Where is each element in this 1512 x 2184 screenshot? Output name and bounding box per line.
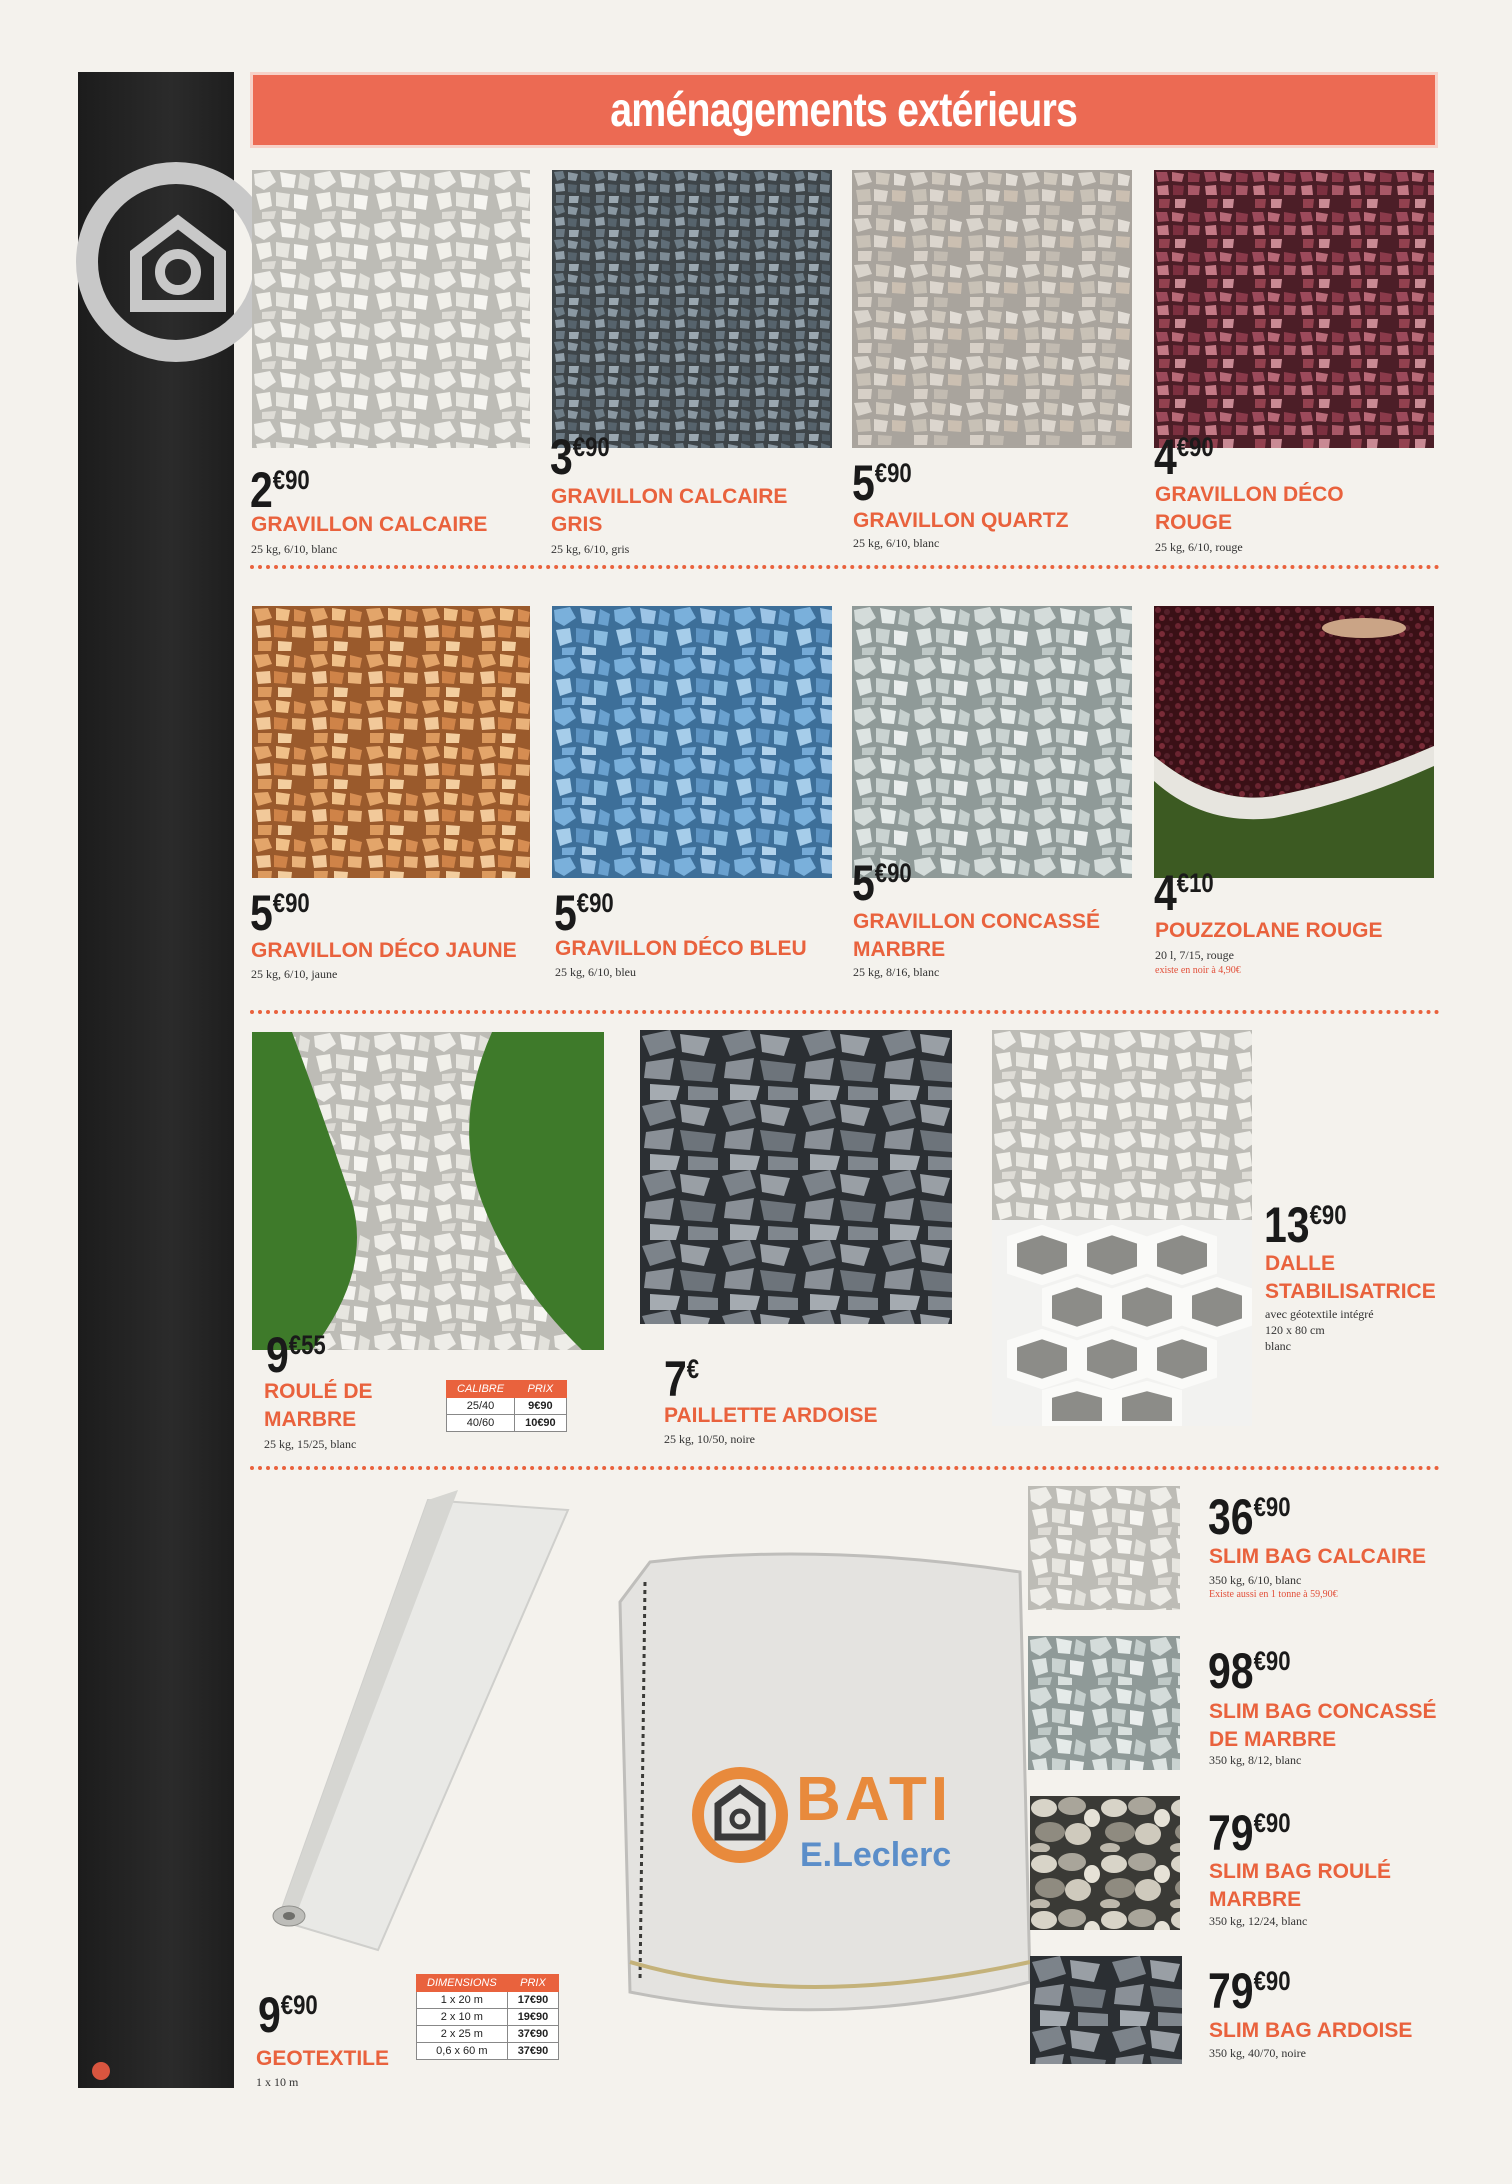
product-name: GRAVILLON DÉCO JAUNE (251, 939, 517, 962)
price-slim-bag-roule: 79€90 (1208, 1805, 1291, 1861)
product-desc: avec géotextile intégré (1265, 1307, 1374, 1321)
product-note: Existe aussi en 1 tonne à 59,90€ (1209, 1589, 1338, 1600)
product-name: GRAVILLON CALCAIRE GRIS (551, 485, 788, 536)
price-slim-bag-calcaire: 36€90 (1208, 1489, 1291, 1545)
divider (250, 565, 1440, 569)
product-name: SLIM BAG CONCASSÉ DE MARBRE (1209, 1700, 1437, 1751)
slim-bag-concasse-photo (1028, 1636, 1180, 1770)
product-desc: 25 kg, 6/10, bleu (555, 965, 636, 979)
product-desc: 25 kg, 6/10, blanc (251, 542, 338, 556)
product-photo-gravillon-deco-rouge (1154, 170, 1434, 448)
product-name: SLIM BAG ROULÉ MARBRE (1209, 1860, 1391, 1911)
bag-brand: BATI (796, 1765, 953, 1834)
table-row (417, 1992, 559, 2009)
price-gravillon-quartz: 5€90 (852, 455, 912, 511)
product-photo-pouzzolane-rouge (1154, 606, 1434, 878)
product-name: GRAVILLON QUARTZ (853, 509, 1069, 532)
table-cell: 37€90 (507, 2043, 559, 2060)
table-row (447, 1415, 567, 1432)
price-dalle-stabilisatrice: 13€90 (1264, 1197, 1347, 1253)
section-banner (250, 72, 1438, 148)
product-desc: 20 l, 7/15, rouge (1155, 948, 1234, 962)
table-header: DIMENSIONS (417, 1975, 508, 1992)
table-cell: 19€90 (507, 2009, 559, 2026)
slim-bag-ardoise-photo (1030, 1956, 1182, 2064)
product-name: SLIM BAG CALCAIRE (1209, 1545, 1426, 1568)
table-header: PRIX (515, 1381, 567, 1398)
product-name: GRAVILLON DÉCO BLEU (555, 937, 807, 960)
price-gravillon-calcaire: 2€90 (250, 462, 310, 518)
product-desc: 25 kg, 6/10, blanc (853, 536, 940, 550)
table-row (447, 1398, 567, 1415)
product-desc: 1 x 10 m (256, 2075, 299, 2089)
product-desc: 25 kg, 6/10, jaune (251, 967, 338, 981)
product-desc: 25 kg, 6/10, gris (551, 542, 630, 556)
product-name: POUZZOLANE ROUGE (1155, 919, 1383, 942)
table-cell: 10€90 (515, 1415, 567, 1432)
price-gravillon-deco-jaune: 5€90 (250, 885, 310, 941)
product-name: GRAVILLON CONCASSÉ MARBRE (853, 910, 1100, 961)
table-cell: 25/40 (447, 1398, 515, 1415)
product-photo-paillette-ardoise (640, 1030, 952, 1324)
price-pouzzolane-rouge: 4€10 (1154, 865, 1214, 921)
table-header: CALIBRE (447, 1381, 515, 1398)
product-name: GEOTEXTILE (256, 2047, 390, 2070)
price-gravillon-concasse-marbre: 5€90 (852, 855, 912, 911)
table-row (417, 2009, 559, 2026)
table-cell: 9€90 (515, 1398, 567, 1415)
product-note: existe en noir à 4,90€ (1155, 965, 1241, 976)
house-logo-icon (76, 162, 276, 362)
product-name: GRAVILLON DÉCO ROUGE (1155, 483, 1344, 534)
product-desc: 25 kg, 8/16, blanc (853, 965, 940, 979)
product-name: DALLE STABILISATRICE (1265, 1252, 1436, 1303)
product-name: SLIM BAG ARDOISE (1209, 2019, 1413, 2042)
product-desc: 25 kg, 6/10, rouge (1155, 540, 1243, 554)
table-cell: 2 x 25 m (417, 2026, 508, 2043)
product-desc: 120 x 80 cm (1265, 1323, 1325, 1337)
product-photo-dalle-stabilisatrice (992, 1030, 1252, 1426)
table-row (417, 2043, 559, 2060)
table-cell: 0,6 x 60 m (417, 2043, 508, 2060)
table-cell: 17€90 (507, 1992, 559, 2009)
divider (250, 1010, 1440, 1014)
table-header: PRIX (507, 1975, 559, 1992)
sidebar-stripe (78, 72, 234, 2088)
product-photo-gravillon-deco-jaune (252, 606, 530, 878)
product-photo-gravillon-quartz (852, 170, 1132, 448)
table-cell: 40/60 (447, 1415, 515, 1432)
price-geotextile: 9€90 (258, 1987, 318, 2043)
price-roule-de-marbre: 9€55 (266, 1327, 326, 1383)
bag-brand-sub: E.Leclerc (800, 1836, 952, 1874)
banner-title: aménagements extérieurs (610, 83, 1078, 137)
product-desc: 25 kg, 15/25, blanc (264, 1437, 357, 1451)
product-name: ROULÉ DE MARBRE (264, 1380, 373, 1431)
product-desc: 350 kg, 8/12, blanc (1209, 1753, 1302, 1767)
table-cell: 1 x 20 m (417, 1992, 508, 2009)
product-photo-gravillon-calcaire (252, 170, 530, 448)
product-photo-gravillon-calcaire-gris (552, 170, 832, 448)
price-gravillon-deco-rouge: 4€90 (1154, 429, 1214, 485)
product-photo-gravillon-concasse-marbre (852, 606, 1132, 878)
bati-logo-icon (690, 1765, 790, 1870)
product-photo-gravillon-deco-bleu (552, 606, 832, 878)
table-cell: 2 x 10 m (417, 2009, 508, 2026)
dimensions-price-table (416, 1974, 559, 2060)
geotextile-roll-photo (258, 1480, 578, 1960)
table-row (417, 2026, 559, 2043)
page-marker-icon (92, 2062, 110, 2080)
product-desc: 25 kg, 10/50, noire (664, 1432, 755, 1446)
product-name: GRAVILLON CALCAIRE (251, 513, 488, 536)
divider (250, 1466, 1440, 1470)
product-name: PAILLETTE ARDOISE (664, 1404, 878, 1427)
price-slim-bag-concasse: 98€90 (1208, 1643, 1291, 1699)
price-gravillon-deco-bleu: 5€90 (554, 885, 614, 941)
slim-bag-calcaire-photo (1028, 1486, 1180, 1610)
product-desc: 350 kg, 40/70, noire (1209, 2046, 1306, 2060)
product-desc: 350 kg, 12/24, blanc (1209, 1914, 1308, 1928)
product-photo-roule-de-marbre (252, 1032, 604, 1350)
product-desc: 350 kg, 6/10, blanc (1209, 1573, 1302, 1587)
calibre-price-table (446, 1380, 567, 1432)
price-gravillon-calcaire-gris: 3€90 (550, 429, 610, 485)
price-paillette-ardoise: 7€ (664, 1351, 700, 1407)
price-slim-bag-ardoise: 79€90 (1208, 1963, 1291, 2019)
product-desc: blanc (1265, 1339, 1291, 1353)
slim-bag-roule-photo (1030, 1796, 1180, 1930)
table-cell: 37€90 (507, 2026, 559, 2043)
